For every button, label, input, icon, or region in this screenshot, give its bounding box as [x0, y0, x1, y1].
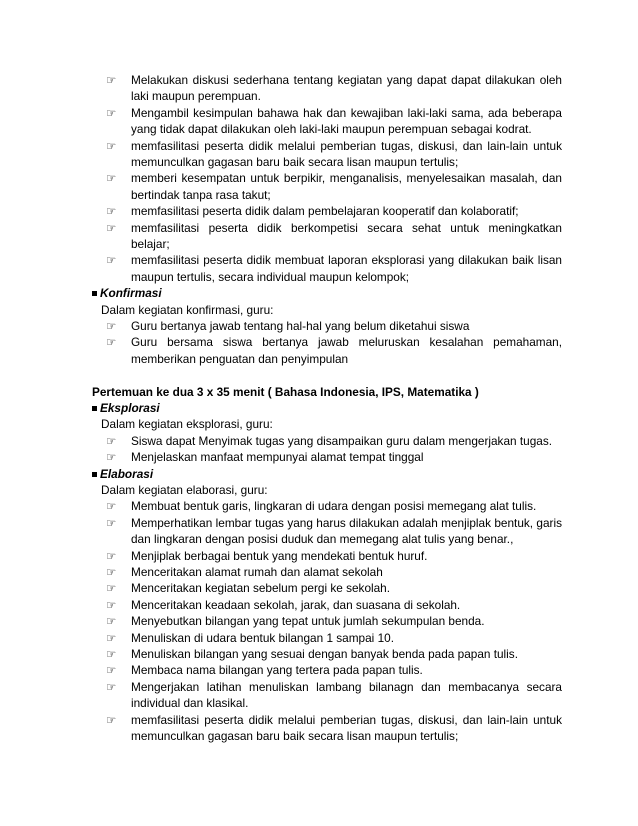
pointing-hand-icon: ☞	[106, 548, 117, 563]
section-heading: Elaborasi	[100, 466, 154, 481]
list-item-line: memfasilitasi peserta didik melalui pemberian tugas, diskusi, dan lain-lain untuk	[131, 712, 562, 727]
pointing-hand-icon: ☞	[106, 499, 117, 514]
pointing-hand-icon: ☞	[106, 515, 117, 530]
list-item-line: Menyebutkan bilangan yang tepat untuk jumlah sekumpulan benda.	[131, 614, 485, 629]
section-heading: Konfirmasi	[100, 286, 162, 301]
pointing-hand-icon: ☞	[106, 630, 117, 645]
list-item-line: Menuliskan di udara bentuk bilangan 1 sampai 10.	[131, 630, 394, 645]
list-item-line: memfasilitasi peserta didik berkompetisi secara sehat untuk meningkatkan	[131, 220, 562, 235]
square-bullet-icon	[92, 472, 97, 477]
list-item-line: belajar;	[131, 237, 170, 251]
list-item-line: Menceritakan alamat rumah dan alamat sekolah	[131, 565, 383, 579]
list-item-line: Guru bersama siswa bertanya jawab meluruskan kesalahan pemahaman,	[131, 335, 562, 350]
list-item-line: Memperhatikan lembar tugas yang harus dilakukan adalah menjiplak bentuk, garis	[131, 515, 562, 530]
list-item-line: individual dan klasikal.	[131, 696, 249, 711]
square-bullet-icon	[92, 406, 97, 411]
pointing-hand-icon: ☞	[106, 663, 117, 678]
list-item-line: Mengerjakan latihan menuliskan lambang bilanagn dan membacanya secara	[131, 679, 562, 694]
square-bullet-icon	[92, 291, 97, 296]
list-item-line: bertindak tanpa rasa takut;	[131, 187, 271, 202]
pointing-hand-icon: ☞	[106, 450, 117, 465]
pointing-hand-icon: ☞	[106, 220, 117, 235]
list-item-line: Menuliskan bilangan yang sesuai dengan banyak benda pada papan tulis.	[131, 647, 518, 661]
pointing-hand-icon: ☞	[106, 679, 117, 694]
list-item-line: Siswa dapat Menyimak tugas yang disampaikan guru dalam mengerjakan tugas.	[131, 433, 552, 448]
section-intro: Dalam kegiatan konfirmasi, guru:	[101, 302, 274, 317]
pointing-hand-icon: ☞	[106, 171, 117, 186]
pointing-hand-icon: ☞	[106, 565, 117, 579]
list-item-line: Menjiplak berbagai bentuk yang mendekati bentuk huruf.	[131, 548, 428, 563]
pointing-hand-icon: ☞	[106, 597, 117, 612]
list-item-line: yang tidak dapat dilakukan oleh laki-laki maupun perempuan sebagai kodrat.	[131, 122, 532, 137]
list-item-line: memberikan penguatan dan penyimpulan	[131, 351, 349, 366]
list-item-line: laki maupun perempuan.	[131, 89, 261, 104]
list-item-line: memberi kesempatan untuk berpikir, menganalisis, menyelesaikan masalah, dan	[131, 171, 562, 186]
list-item-line: Menceritakan kegiatan sebelum pergi ke sekolah.	[131, 581, 391, 596]
list-item-line: memfasilitasi peserta didik membuat laporan eksplorasi yang dilakukan baik lisan	[131, 253, 562, 268]
list-item-line: Melakukan diskusi sederhana tentang kegiatan yang dapat dapat dilakukan oleh	[131, 73, 562, 87]
pointing-hand-icon: ☞	[106, 335, 117, 350]
list-item-line: Membaca nama bilangan yang tertera pada papan tulis.	[131, 663, 423, 678]
pointing-hand-icon: ☞	[106, 253, 117, 268]
list-item-line: Guru bertanya jawab tentang hal-hal yang belum diketahui siswa	[131, 319, 470, 333]
section-heading: Eksplorasi	[100, 401, 160, 415]
pointing-hand-icon: ☞	[106, 319, 117, 333]
pointing-hand-icon: ☞	[106, 204, 117, 219]
list-item-line: Mengambil kesimpulan bahawa hak dan kewajiban laki-laki sama, ada beberapa	[131, 105, 562, 120]
pointing-hand-icon: ☞	[106, 105, 117, 120]
list-item-line: memunculkan gagasan baru baik secara lisan maupun tertulis;	[131, 155, 459, 169]
list-item-line: Membuat bentuk garis, lingkaran di udara dengan posisi memegang alat tulis.	[131, 499, 537, 514]
pointing-hand-icon: ☞	[106, 614, 117, 629]
list-item-line: dan lingkaran dengan posisi duduk dan memegang alat tulis yang benar.,	[131, 532, 514, 547]
list-item-line: memfasilitasi peserta didik melalui pemberian tugas, diskusi, dan lain-lain untuk	[131, 138, 562, 153]
section-intro: Dalam kegiatan eksplorasi, guru:	[101, 417, 273, 432]
list-item-line: maupun tertulis, secara individual maupun kelompok;	[131, 269, 410, 284]
list-item-line: memfasilitasi peserta didik dalam pembelajaran kooperatif dan kolaboratif;	[131, 204, 519, 219]
pointing-hand-icon: ☞	[106, 581, 117, 596]
list-item-line: Menjelaskan manfaat mempunyai alamat tempat tinggal	[131, 450, 424, 465]
pointing-hand-icon: ☞	[106, 73, 117, 87]
pointing-hand-icon: ☞	[106, 647, 117, 661]
list-item-line: Menceritakan keadaan sekolah, jarak, dan suasana di sekolah.	[131, 597, 461, 612]
pointing-hand-icon: ☞	[106, 138, 117, 153]
pointing-hand-icon: ☞	[106, 712, 117, 727]
pointing-hand-icon: ☞	[106, 433, 117, 448]
list-item-line: memunculkan gagasan baru baik secara lisan maupun tertulis;	[131, 729, 459, 743]
meeting-heading: Pertemuan ke dua 3 x 35 menit ( Bahasa Indonesia, IPS, Matematika )	[92, 384, 479, 399]
section-intro: Dalam kegiatan elaborasi, guru:	[101, 483, 268, 497]
